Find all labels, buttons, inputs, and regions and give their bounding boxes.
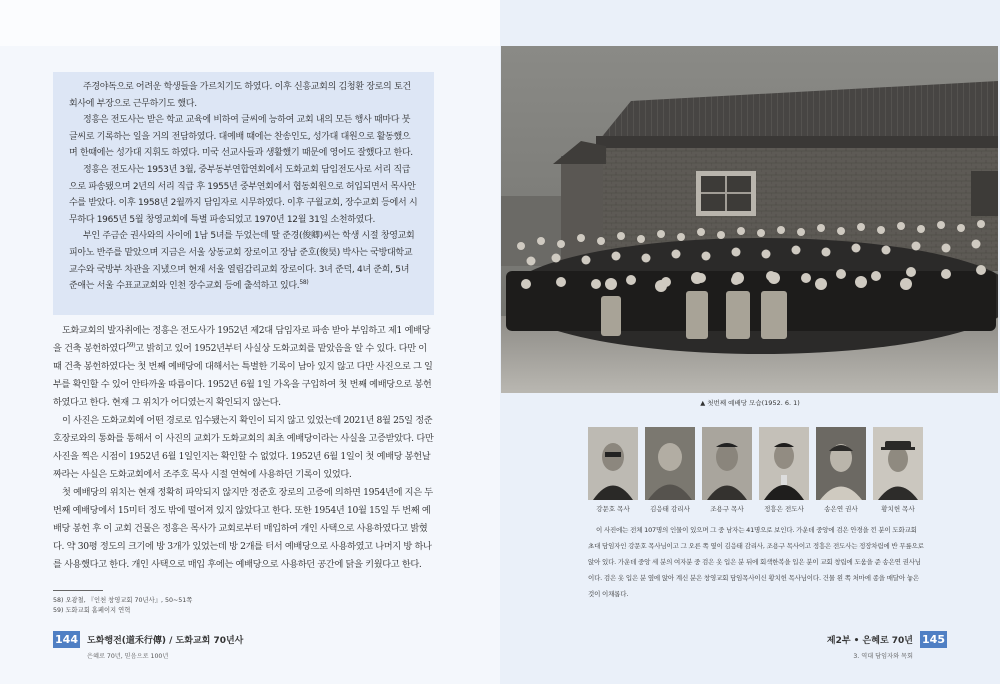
body-text-run: 도화교회의 발자취에는 정흥은 전도사가 1952년 제2대 담임자로 파송 받아 부임하고 제1 예배당을 건축 봉헌하였다 [53,325,431,354]
portrait-name: 송은연 권사 [824,505,858,513]
page-footer [827,629,947,649]
portrait-name: 황치헌 목사 [881,505,915,513]
portrait-photo [645,427,695,500]
portrait-photo [588,427,638,500]
portrait-photo [873,427,923,500]
portrait-name: 강문호 목사 [596,505,630,513]
body-text-run: 고 밝히고 있어 1952년부터 사실상 도화교회를 맡았음을 알 수 있다. 다만 이때 건축 봉헌하였다는 첫 번째 예배당에 대해서는 특별한 기록이 남아 있지 않고 다만 사진으로 그 일부를 확인할 수 있어 안타까울 따름이다. 1952년 6월 1일 가옥을 구입하여 첫 번째 예배당으로 봉헌하였다고 한다. 현재 그 위치가 어디였는지 확인되지 않는다. [53,343,433,408]
portrait-name: 조용구 목사 [710,505,744,513]
quote-text: 부인 주금순 권사와의 사이에 1남 5녀를 두었는데 딸 준경(俊卿)씨는 학생 시절 창영교회 피아노 반주를 맡았으며 지금은 서울 상동교회 장로이고 장남 준호(俊昊) 박사는 국방대학교 교수와 국방부 차관을 지냈으며 현재 서울 열림감리교회 장로이다. 3녀 준덕, 4녀 준희, 5녀 준애는 서울 수표교교회와 인천 장수교회 등에 출석하고 있다. [69,231,415,292]
photo-caption: ▲ 첫번째 예배당 모습(1952. 6. 1) [700,399,800,407]
page-number: 145 [920,631,947,648]
footnote-ref: 59) [126,341,136,349]
footnote: 58) 오광철, 『인천 창영교회 70년사』, 50~51쪽 [53,597,193,604]
quote-paragraph [69,228,418,294]
footnote: 59) 도화교회 홈페이지 연혁 [53,607,131,614]
church-photo-image [501,46,998,393]
quote-box [53,72,434,315]
portrait-photo [816,427,866,500]
running-subtitle: 3. 역대 담임자와 목회 [853,653,913,660]
running-subtitle: 은혜로 70년, 믿음으로 100년 [87,653,169,660]
caption-paragraph: 이 사진에는 전체 107명의 인물이 있으며 그 중 남자는 41명으로 보인다. 가운데 중앙에 검은 안경을 낀 분이 도화교회 초대 담임자인 강문호 목사님이고 그 오른 쪽 옆이 김응태 감리사, 조용구 목사이고 정흥은 전도사는 정장차림에 반 무릎으로 앉아 있다. 가운데 중앙 세 분의 여자분 중 검은 옷 입은 분 뒤에 회색한복을 입은 분이 교회 창립에 도움을 준 송은연 권사님이다. 검은 옷 입은 분 옆에 앉아 계신 분은 창영교회 담임목사이신 황치헌 목사님이다. 건물 왼 쪽 처마에 종을 매달아 놓은 것이 이채롭다. [588,526,924,598]
running-head: 제2부 • 은혜로 70년 [826,635,913,646]
page-footer [53,629,243,649]
quote-paragraph: 정흥은 전도사는 받은 학교 교육에 비하여 글씨에 능하여 교회 내의 모든 행사 때마다 붓글씨로 기록하는 일을 거의 전담하였다. 대예배 때에는 찬송인도, 성가대 대원으로 활동했으며 한때에는 성가대 지휘도 하였다. 미국 선교사들과 생활했기 때문에 영어도 잘했다고 한다. [69,115,413,159]
portrait-row [588,427,924,500]
right-page [500,0,1000,684]
portrait-caption [588,522,924,602]
portrait-name: 김응태 감리사 [650,505,690,513]
body-paragraph: 첫 예배당의 위치는 현재 정확히 파악되지 않지만 정준호 장로의 고증에 의하면 1954년에 지은 두 번째 예배당에서 15미터 정도 밖에 떨어져 있지 않았다고 한다. 또한 1954년 10월 15일 두 번째 예배당 봉헌 후 이 교회 건물은 정흥은 목사가 교회로부터 매입하여 개인 사택으로 사용하였다고 밝혔다. 약 30평 정도의 크기에 방 3개가 있었는데 방 2개를 터서 예배당으로 사용하였고 나머지 방 하나를 사용했다고 한다. 개인 사택으로 매입 후에는 예배당으로 사용하던 공간에 닭을 키웠다고 한다. [53,487,433,570]
quote-paragraph: 주경야독으로 어려운 학생들을 가르치기도 하였다. 이후 신흥교회의 김청환 장로의 토건회사에 부장으로 근무하기도 했다. [69,82,411,109]
portrait-photo [702,427,752,500]
page-number: 144 [53,631,80,648]
portrait-photo [759,427,809,500]
quote-paragraph: 정흥은 전도사는 1953년 3월, 중부동부연합연회에서 도화교회 담임전도사로 서리 직급으로 파송됐으며 2년의 서리 직급 후 1955년 중부연회에서 협동회원으로 허입되면서 목사안수를 받았다. 이후 1958년 2월까지 담임자로 시무하였다. 이후 구월교회, 장수교회 등에서 시무하다 1965년 5월 창영교회에 특별 파송되었고 1970년 12월 31일 소천하였다. [69,164,418,225]
body-paragraph: 이 사진은 도화교회에 어떤 경로로 입수됐는지 확인이 되지 않고 있었는데 2021년 8월 25일 정준호장로와의 통화를 통해서 이 사진의 교회가 도화교회의 최초 예배당이라는 사실을 고증받았다. 다만 사진을 찍은 시점이 1952년 6월 1일인지는 확인할 수 없었다. 1952년 6월 1일이 첫 예배당 봉헌날짜라는 사실은 도화교회에서 조주호 목사 시절 연혁에 사용하던 기록이 있었다. [53,415,434,480]
church-photo [501,46,998,393]
running-head: 도화행전(道禾行傳) / 도화교회 70년사 [87,635,244,646]
body-paragraph [53,322,434,412]
body-text [53,322,434,574]
portrait-name: 정흥은 전도사 [764,505,804,513]
portrait-names [588,504,924,516]
footnote-ref: 58) [299,279,309,287]
footnote-divider [53,590,103,591]
top-margin [0,0,500,46]
